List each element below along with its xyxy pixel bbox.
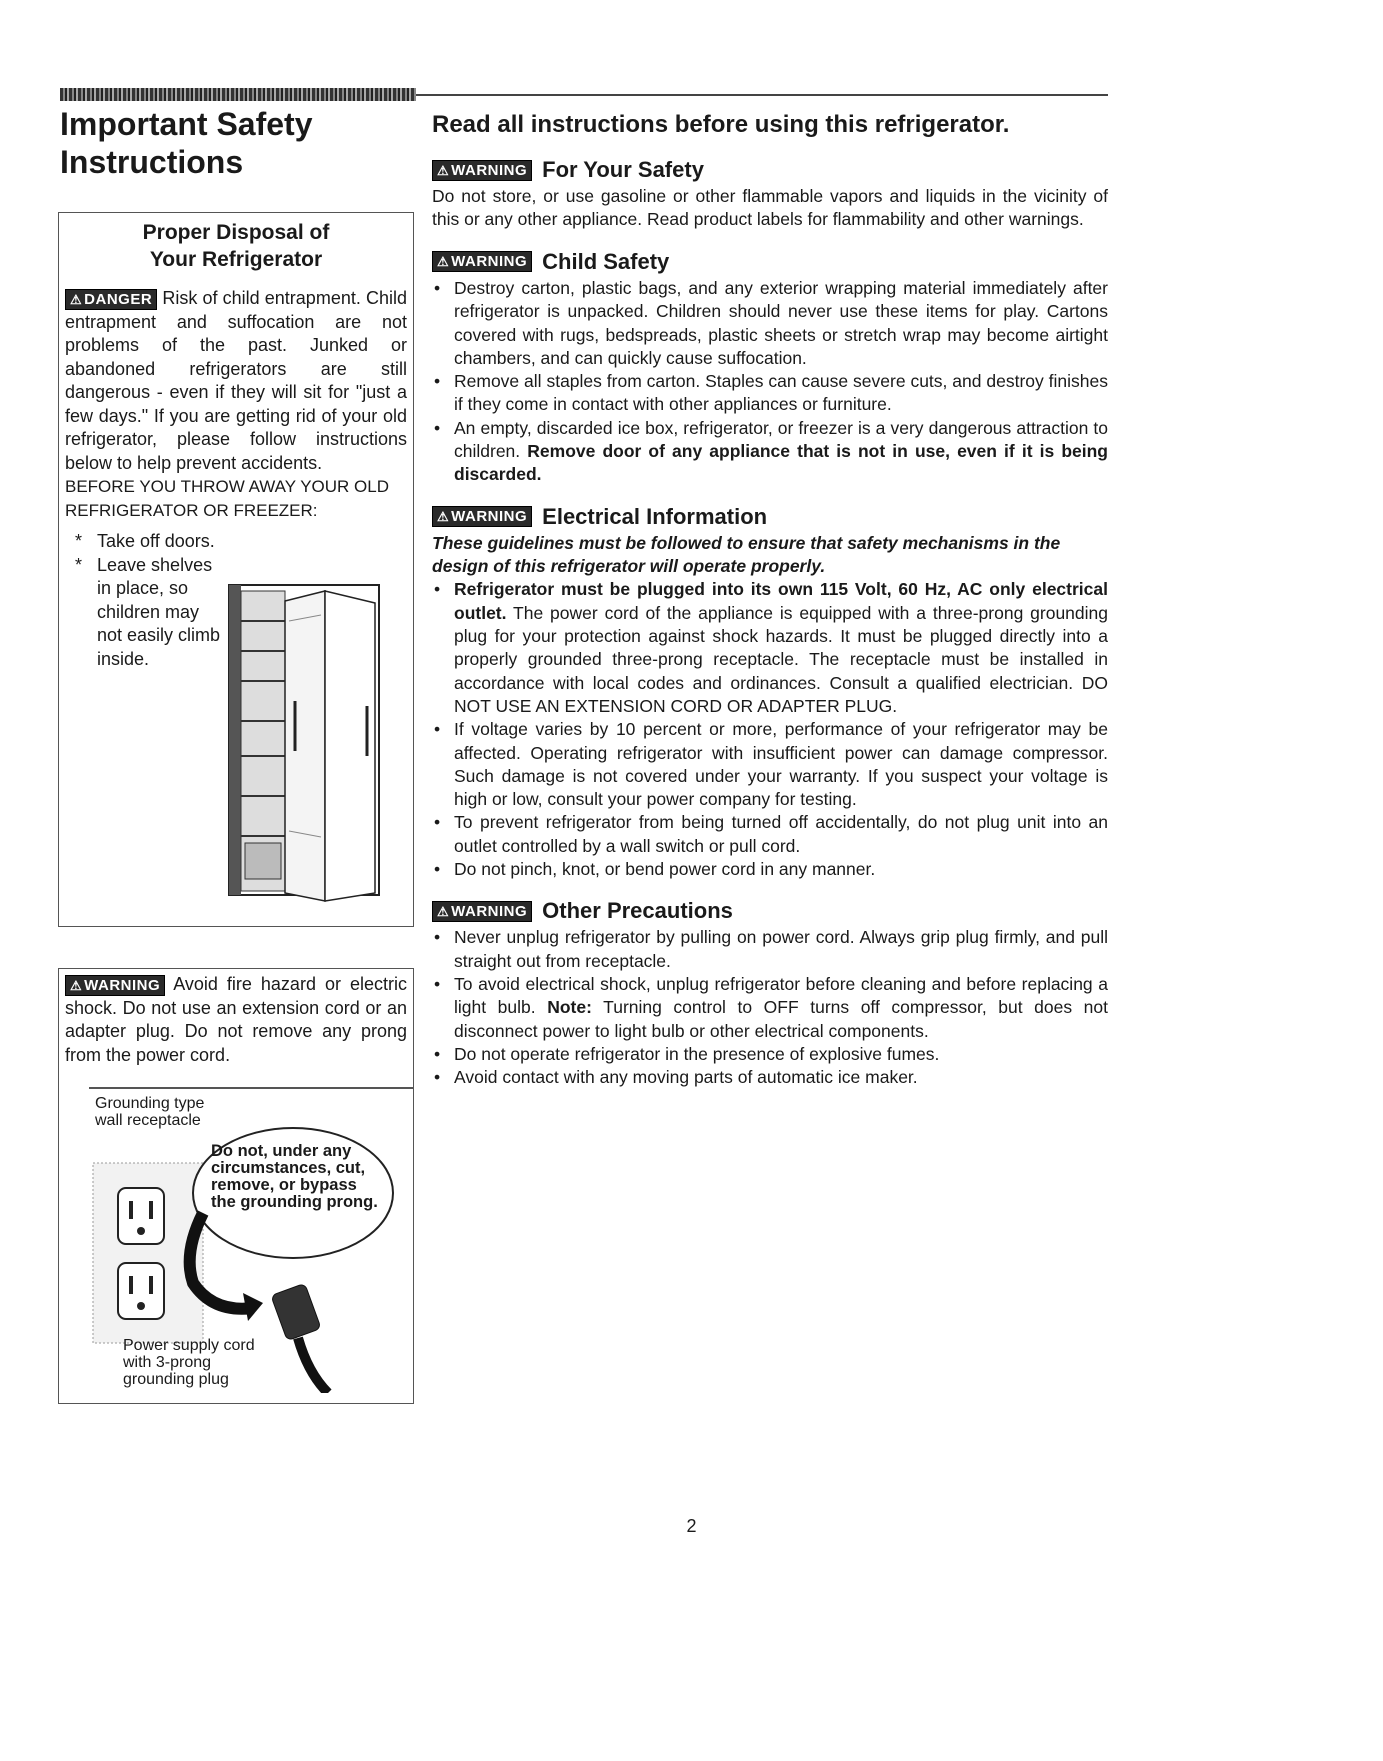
note-label: Note:	[547, 997, 592, 1018]
disposal-caps-text: BEFORE YOU THROW AWAY YOUR OLD REFRIGERATOR OR FREEZER:	[65, 477, 390, 520]
warning-triangle-icon: ⚠	[70, 291, 83, 307]
list-item: * Take off doors.	[65, 530, 225, 554]
list-item: • Avoid contact with any moving parts of automatic ice maker.	[432, 1066, 1108, 1089]
fire-warning-box	[58, 968, 414, 1404]
list-item: • To prevent refrigerator from being turned off accidentally, do not plug unit into an outlet controlled by a wall switch or pull cord.	[432, 811, 1108, 858]
electrical-list	[432, 578, 1108, 881]
danger-badge	[65, 289, 157, 310]
warning-badge-label: WARNING	[451, 902, 528, 920]
page-title	[60, 105, 400, 181]
section-heading-label: For Your Safety	[542, 157, 704, 183]
spacer	[432, 232, 1108, 246]
page-title-line1: Important Safety	[60, 106, 313, 142]
refrigerator-illustration	[225, 581, 395, 911]
right-column	[432, 108, 1108, 1090]
warning-badge	[432, 251, 532, 272]
disposal-text: Risk of child entrapment. Child entrapment and suffocation are not problems of the past. Junked or abandoned refrigerators are still dangerous - even if they will sit for "just a few days." If you are getting rid of your old refrigerator, please follow instructions below to help prevent accidents.	[65, 288, 407, 473]
fire-warning-text: Avoid fire hazard or electric shock. Do not use an extension cord or an adapter plug. Do not remove any prong from the power cord.	[65, 974, 407, 1065]
page-title-line2: Instructions	[60, 144, 244, 180]
list-item: • If voltage varies by 10 percent or more, performance of your refrigerator may be affected. Operating refrigerator with insufficient power can damage compressor. Such damage is not covered under your warranty. If you suspect your voltage is high or low, consult your power company for testing.	[432, 718, 1108, 811]
warning-badge	[432, 506, 532, 527]
header-rule	[416, 94, 1108, 96]
warning-triangle-icon: ⚠	[437, 509, 450, 525]
list-item-text: An empty, discarded ice box, refrigerator, or freezer is a very dangerous attraction to children.	[454, 417, 1108, 462]
warning-triangle-icon: ⚠	[437, 254, 450, 270]
list-item: • Remove all staples from carton. Staples can cause severe cuts, and destroy finishes if they come in contact with other appliances or furniture.	[432, 370, 1108, 417]
disposal-steps	[65, 530, 225, 671]
list-item	[432, 973, 1108, 1043]
danger-badge-label: DANGER	[84, 290, 153, 308]
warning-triangle-icon: ⚠	[70, 977, 83, 993]
warning-badge	[65, 975, 165, 996]
read-all-heading: Read all instructions before using this refrigerator.	[432, 111, 1010, 138]
fire-warning-text-block	[65, 973, 407, 1067]
warning-badge-label: WARNING	[451, 253, 528, 271]
electrical-heading	[432, 501, 1108, 532]
section-heading-label: Other Precautions	[542, 898, 733, 924]
warning-badge	[432, 160, 532, 181]
list-item-text: Turning control to OFF turns off compressor, but does not disconnect power to light bulb or other electrical components.	[454, 997, 1109, 1041]
other-precautions-heading	[432, 895, 1108, 926]
list-item: • Destroy carton, plastic bags, and any exterior wrapping material immediately after refrigerator is unpacked. Children should never use these items for play. Cartons covered with rugs, bedspreads, plastic sheets or stretch wrap may become airtight chambers, and can quickly cause suffocation.	[432, 277, 1108, 370]
power-cord-label: Power supply cord with 3-prong grounding plug	[123, 1337, 255, 1388]
list-item-text: The power cord of the appliance is equipped with a three-prong grounding plug for your protection against shock hazards. It must be plugged directly into a properly grounded three-prong receptacle. The receptacle must be installed in accordance with local codes and ordinances. Consult a qualified electrician. DO NOT USE AN EXTENSION CORD OR ADAPTER PLUG.	[454, 602, 1109, 716]
list-item: • Never unplug refrigerator by pulling on power cord. Always grip plug firmly, and pull straight out from receptacle.	[432, 926, 1108, 973]
grounding-prong-callout: Do not, under any circumstances, cut, remove, or bypass the grounding prong.	[211, 1142, 378, 1211]
disposal-title	[59, 219, 413, 273]
spacer	[432, 487, 1108, 501]
disposal-text-block	[65, 287, 407, 475]
list-item: • Do not operate refrigerator in the presence of explosive fumes.	[432, 1043, 1108, 1066]
warning-triangle-icon: ⚠	[437, 162, 450, 178]
list-item: * Leave shelves in place, so children may not easily climb inside.	[65, 554, 225, 672]
list-item-text: To avoid electrical shock, unplug refrigerator before cleaning and before replacing a light bulb.	[454, 974, 1108, 1018]
warning-badge-label: WARNING	[451, 161, 528, 179]
list-item-bold-text: Refrigerator must be plugged into its own 115 Volt, 60 Hz, AC only electrical outlet.	[454, 579, 1108, 623]
receptacle-label: Grounding type wall receptacle	[95, 1095, 205, 1129]
section-heading-label: Electrical Information	[542, 503, 768, 529]
list-item	[432, 578, 1108, 718]
list-item-bold-text: Remove door of any appliance that is not in use, even if it is being discarded.	[454, 441, 1108, 485]
divider	[89, 1087, 413, 1089]
other-precautions-list	[432, 926, 1108, 1089]
disposal-title-line1: Proper Disposal of	[142, 221, 330, 244]
warning-triangle-icon: ⚠	[437, 903, 450, 919]
page-number: 2	[686, 1516, 697, 1536]
for-your-safety-text: Do not store, or use gasoline or other flammable vapors and liquids in the vicinity of this or any other appliance. Read product labels for flammability and other warnings.	[432, 186, 1108, 230]
warning-badge	[432, 901, 532, 922]
electrical-intro: These guidelines must be followed to ensure that safety mechanisms in the design of this refrigerator will operate properly.	[432, 532, 1061, 577]
disposal-box	[58, 212, 414, 927]
warning-badge-label: WARNING	[84, 976, 161, 994]
list-item	[432, 417, 1108, 487]
warning-badge-label: WARNING	[451, 508, 528, 526]
for-your-safety-heading	[432, 154, 1108, 185]
header-rule-pattern	[60, 88, 416, 101]
child-safety-list	[432, 277, 1108, 487]
list-item: • Do not pinch, knot, or bend power cord in any manner.	[432, 858, 1108, 881]
child-safety-heading	[432, 246, 1108, 277]
disposal-title-line2: Your Refrigerator	[149, 248, 323, 271]
section-heading-label: Child Safety	[542, 248, 670, 274]
spacer	[432, 881, 1108, 895]
